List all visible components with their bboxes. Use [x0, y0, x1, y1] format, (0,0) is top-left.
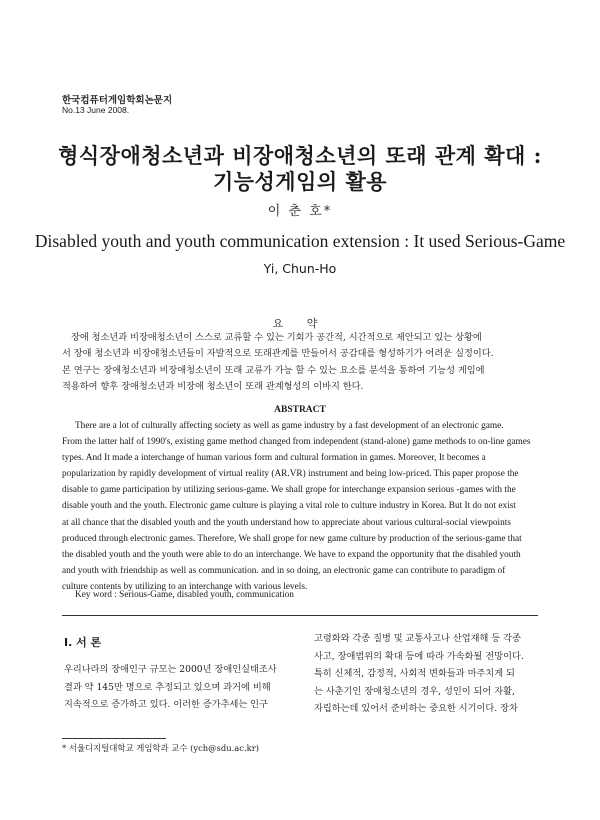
english-abstract-line: disable youth and the youth. Electronic game culture is playing a vital role to culture industry in Korea. But It do not exist: [62, 501, 516, 512]
english-abstract-line: There are a lot of culturally affecting society as well as game industry by a fast development of an electronic game.: [75, 421, 504, 431]
body-column-left: [64, 661, 289, 714]
korean-abstract: [62, 330, 536, 396]
author-korean: 이 춘 호*: [267, 204, 333, 219]
english-abstract-line: at all chance that the disabled youth and the youth understand how to appreciate about various cultural-social viewpoints: [62, 517, 511, 528]
english-abstract-line: culture contents by utilizing to an interchange with various levels.: [62, 581, 308, 592]
body-line: 고령화와 각종 질병 및 교통사고나 산업재해 등 각종: [314, 633, 521, 644]
english-abstract-line: and youth with friendship as well as communication. and in so doing, an electronic game can contribute to paradigm of: [62, 565, 506, 576]
english-abstract: [62, 418, 538, 595]
section-divider: [62, 615, 538, 616]
korean-abstract-line: 본 연구는 장애청소년과 비장애청소년이 또래 교류가 가능 할 수 있는 요소를 분석을 통하여 기능성 게임에: [62, 364, 485, 376]
english-abstract-line: popularization by rapidly development of virtual reality (AR.VR) instrument and being low-priced. This paper propose the: [62, 469, 519, 480]
body-line: 우리나라의 장애인구 규모는 2000년 장애인실태조사: [64, 664, 277, 675]
body-line: 결과 약 145만 명으로 추정되고 있으며 과거에 비해: [64, 681, 271, 693]
issue-info: No.13 June 2008.: [62, 105, 130, 115]
journal-name: 한국컴퓨터게임학회논문지: [62, 95, 173, 106]
korean-abstract-line: 장애 청소년과 비장애청소년이 스스로 교류할 수 있는 기회가 공간적, 시간적으로 제안되고 있는 상황에: [71, 332, 482, 343]
korean-title-line-2: 기능성게임의 활용: [212, 169, 388, 194]
section-heading-introduction: Ⅰ. 서 론: [64, 636, 102, 649]
korean-abstract-line: 서 장애 청소년과 비장애청소년들이 자발적으로 또래관계를 만들어서 공감대를 형성하기가 어려운 실정이다.: [62, 348, 494, 360]
author-english: Yi, Chun-Ho: [263, 261, 337, 276]
english-abstract-line: produced through electronic games. Therefore, We shall grope for new game culture by production of the serious-game that: [62, 533, 522, 544]
body-line: 자립하는데 있어서 준비하는 중요한 시기이다. 장차: [314, 703, 518, 715]
english-title: Disabled youth and youth communication extension : It used Serious-Game: [34, 231, 566, 251]
footnote-rule: [62, 738, 166, 739]
english-abstract-line: disable to game participation by utilizing serious-game. We shall grope for interchange expansion serious -games with the: [62, 485, 516, 496]
body-line: 특히 신체적, 감정적, 사회적 변화들과 마주치게 되: [314, 668, 515, 680]
body-line: 는 사춘기인 장애청소년의 경우, 성인이 되어 자활,: [314, 685, 515, 697]
keywords: Key word : Serious-Game, disabled youth, communication: [75, 590, 294, 600]
body-column-right: [314, 630, 539, 718]
body-line: 지속적으로 증가하고 있다. 이러한 증가추세는 인구: [64, 699, 268, 711]
korean-abstract-heading: 요 약: [272, 317, 328, 330]
english-abstract-line: From the latter half of 1990's, existing game method changed from independent (stand-alone) game methods to on-line games: [62, 437, 531, 448]
korean-abstract-line: 적용하여 향후 장애청소년과 비장애 청소년이 또래 관계형성의 이바지 한다.: [62, 381, 364, 393]
korean-title-line-1: 형식장애청소년과 비장애청소년의 또래 관계 확대 :: [58, 143, 542, 168]
footnote: * 서울디지털대학교 게임학과 교수 (ych@sdu.ac.kr): [62, 743, 259, 753]
english-abstract-line: the disabled youth and the youth were able to do an interchange. We have to expand the opportunity that the disabled youth: [62, 549, 521, 560]
body-line: 사고, 장애범위의 확대 등에 따라 가속화될 전망이다.: [314, 650, 524, 662]
english-abstract-heading: ABSTRACT: [274, 405, 326, 415]
english-abstract-line: types. And It made a interchange of human various form and cultural formation in games. Moreover, It becomes a: [62, 453, 486, 464]
